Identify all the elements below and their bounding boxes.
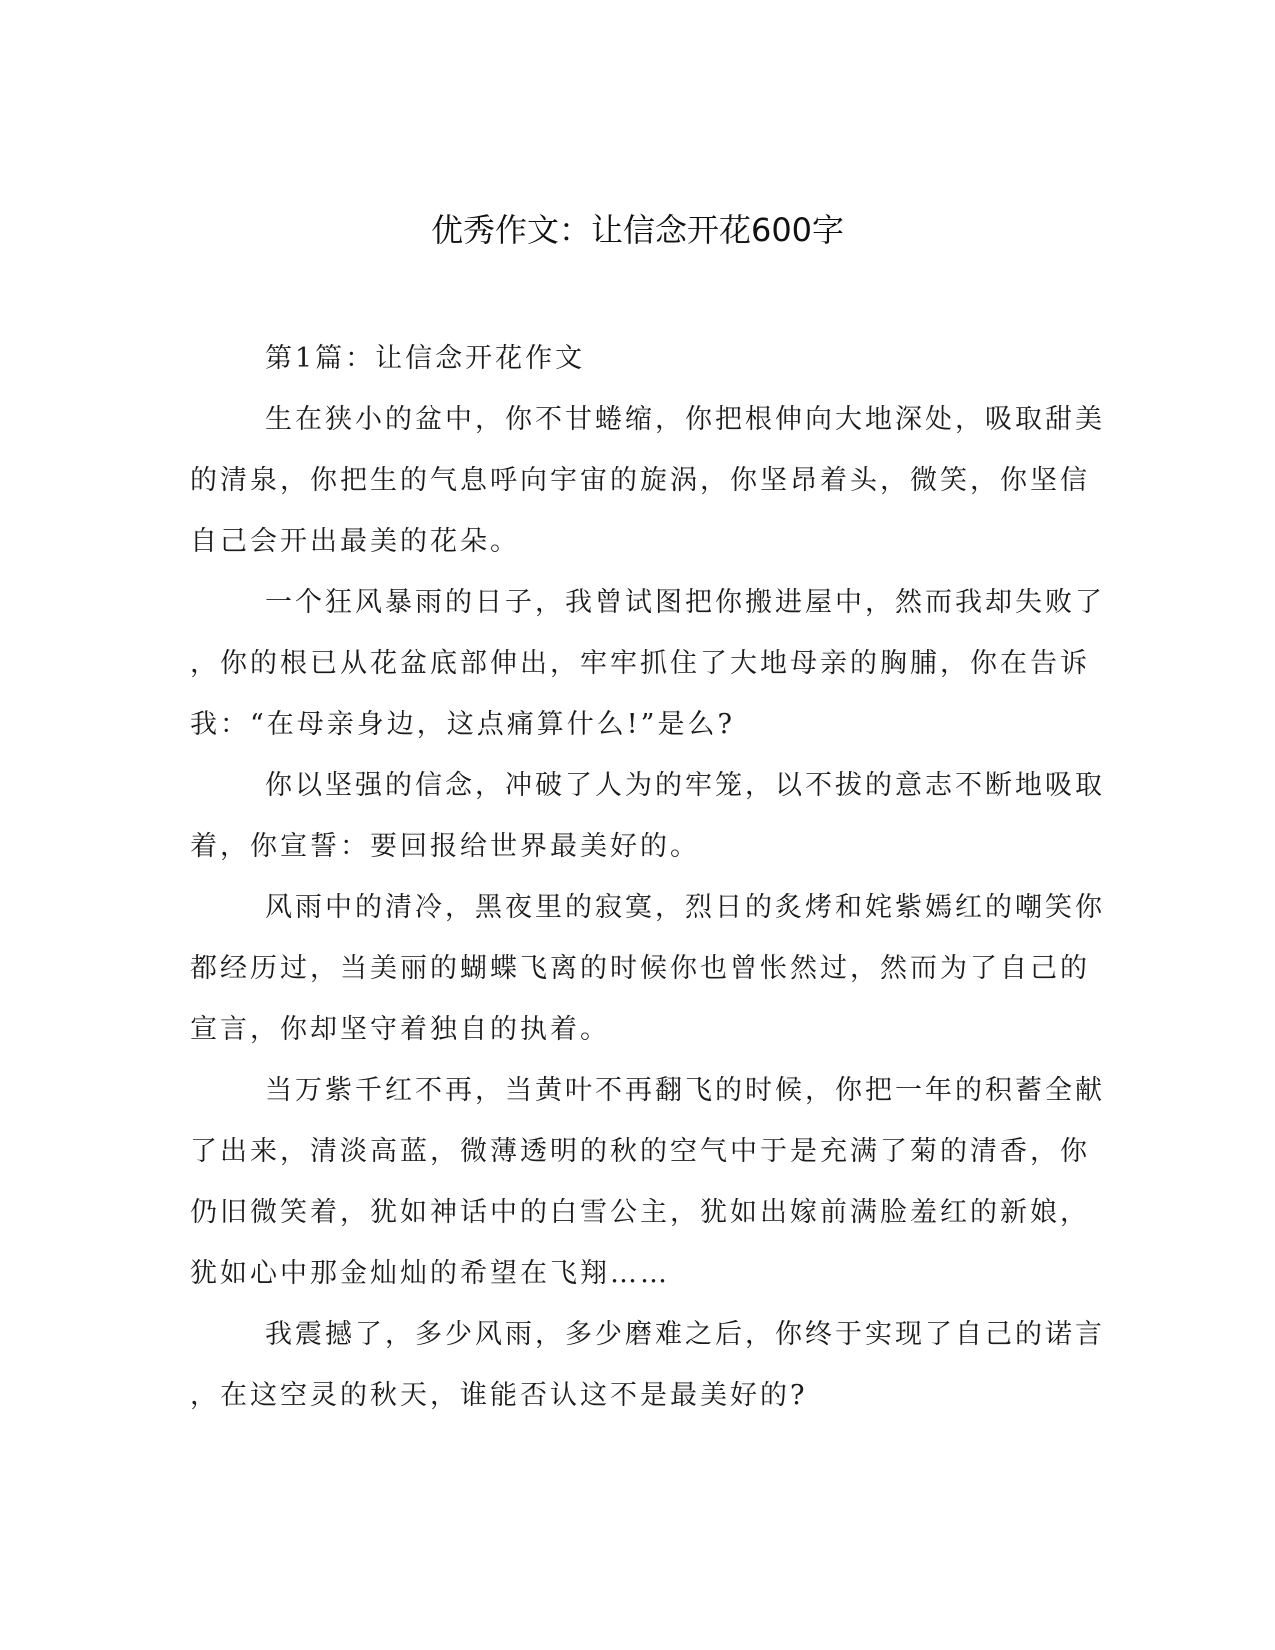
text-line: 自己会开出最美的花朵。 <box>190 526 520 557</box>
text-line: 了出来，清淡高蓝，微薄透明的秋的空气中于是充满了菊的清香，你 <box>190 1136 1090 1167</box>
text-line: 仍旧微笑着，犹如神话中的白雪公主，犹如出嫁前满脸羞红的新娘， <box>190 1197 1090 1228</box>
document-body <box>190 328 1105 1426</box>
text-line: 我：“在母亲身边，这点痛算什么!”是么? <box>190 709 735 740</box>
text-line: ，在这空灵的秋天，谁能否认这不是最美好的? <box>190 1380 808 1411</box>
text-line: 第1篇：让信念开花作文 <box>265 343 586 374</box>
text-line: 宣言，你却坚守着独自的执着。 <box>190 1014 610 1045</box>
text-line: 都经历过，当美丽的蝴蝶飞离的时候你也曾怅然过，然而为了自己的 <box>190 953 1090 984</box>
text-line: 的清泉，你把生的气息呼向宇宙的旋涡，你坚昂着头，微笑，你坚信 <box>190 465 1090 496</box>
text-line: 犹如心中那金灿灿的希望在飞翔…… <box>190 1258 670 1289</box>
text-line: 我震撼了，多少风雨，多少磨难之后，你终于实现了自己的诺言 <box>265 1319 1105 1350</box>
text-line: 一个狂风暴雨的日子，我曾试图把你搬进屋中，然而我却失败了 <box>265 587 1105 618</box>
text-line: 当万紫千红不再，当黄叶不再翻飞的时候，你把一年的积蓄全献 <box>265 1075 1105 1106</box>
document-title: 优秀作文：让信念开花600字 <box>430 211 845 249</box>
text-line: 你以坚强的信念，冲破了人为的牢笼，以不拔的意志不断地吸取 <box>265 770 1105 801</box>
text-line: 生在狭小的盆中，你不甘蜷缩，你把根伸向大地深处，吸取甜美 <box>265 404 1105 435</box>
text-line: ，你的根已从花盆底部伸出，牢牢抓住了大地母亲的胸脯，你在告诉 <box>190 648 1090 679</box>
text-line: 风雨中的清冷，黑夜里的寂寞，烈日的炙烤和姹紫嫣红的嘲笑你 <box>265 892 1105 923</box>
text-line: 着，你宣誓：要回报给世界最美好的。 <box>190 831 700 862</box>
